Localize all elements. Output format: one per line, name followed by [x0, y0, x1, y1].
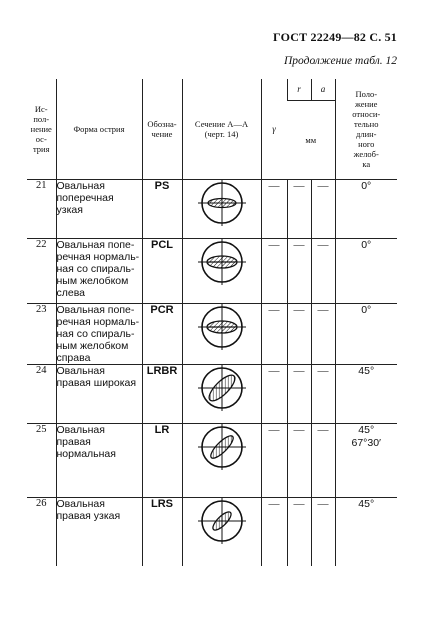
a-value: —	[311, 497, 335, 566]
section-oval-narrow-transverse	[194, 180, 250, 226]
r-value: —	[287, 179, 311, 238]
table-continuation-label: Продолжение табл. 12	[284, 55, 397, 67]
r-value: —	[287, 238, 311, 303]
position-value: 45°	[335, 497, 397, 566]
variant-number: 21	[36, 179, 47, 191]
tip-form: Овальная поперечная узкая	[56, 179, 142, 238]
variant-number: 22	[36, 238, 47, 250]
tip-forms-table	[27, 79, 397, 566]
tip-form: Овальная попе- речная нормаль- ная со спираль- ным желобком слева	[56, 238, 142, 303]
col-section: Сечение А—А (черт. 14)	[182, 79, 261, 179]
a-value: —	[311, 423, 335, 497]
section-oval-normal-transverse-groove-left	[194, 239, 250, 285]
variant-number: 24	[36, 364, 47, 376]
table-row	[27, 238, 397, 303]
section-oval-normal-right	[194, 424, 250, 470]
section-drawing	[182, 497, 261, 566]
table-row	[27, 179, 397, 238]
variant-number: 26	[36, 497, 47, 509]
section-oval-normal-transverse-groove-right	[194, 304, 250, 350]
a-value: —	[311, 238, 335, 303]
a-value: —	[311, 179, 335, 238]
section-oval-wide-right	[194, 365, 250, 411]
a-value: —	[311, 303, 335, 364]
col-position: Поло- жение относи- тельно длин- ного желоб- ка	[335, 79, 397, 179]
section-drawing	[182, 238, 261, 303]
r-value: —	[287, 423, 311, 497]
tip-form: Овальная правая узкая	[56, 497, 142, 566]
col-code: Обозна- чение	[142, 79, 182, 179]
r-value: —	[287, 364, 311, 423]
tip-form: Овальная правая широкая	[56, 364, 142, 423]
col-form: Форма острия	[56, 79, 142, 179]
tip-code: LRS	[142, 497, 182, 566]
variant-number: 23	[36, 303, 47, 315]
r-value: —	[287, 303, 311, 364]
position-value: 45°	[335, 364, 397, 423]
tip-code: PCL	[142, 238, 182, 303]
table-row	[27, 497, 397, 566]
col-unit: мм	[287, 100, 335, 179]
position-value: 0°	[335, 303, 397, 364]
gamma-value: —	[261, 497, 287, 566]
gamma-value: —	[261, 179, 287, 238]
section-drawing	[182, 423, 261, 497]
table-row	[27, 423, 397, 497]
tip-code: LR	[142, 423, 182, 497]
section-drawing	[182, 303, 261, 364]
gamma-value: —	[261, 364, 287, 423]
col-variant: Ис- пол- нение ос- трия	[30, 103, 52, 154]
position-value: 0°	[335, 179, 397, 238]
col-gamma: γ	[261, 79, 287, 179]
position-value: 45° 67°30′	[335, 423, 397, 497]
tip-code: LRBR	[142, 364, 182, 423]
gamma-value: —	[261, 238, 287, 303]
position-value: 0°	[335, 238, 397, 303]
a-value: —	[311, 364, 335, 423]
variant-number: 25	[36, 423, 47, 435]
table-row	[27, 364, 397, 423]
section-oval-narrow-right	[194, 498, 250, 544]
tip-form: Овальная правая нормальная	[56, 423, 142, 497]
section-drawing	[182, 364, 261, 423]
col-r: r	[287, 79, 311, 100]
section-drawing	[182, 179, 261, 238]
tip-code: PS	[142, 179, 182, 238]
col-a: a	[311, 79, 335, 100]
gamma-value: —	[261, 423, 287, 497]
tip-code: PCR	[142, 303, 182, 364]
page-header: ГОСТ 22249—82 С. 51	[273, 30, 397, 44]
table-row	[27, 303, 397, 364]
gamma-value: —	[261, 303, 287, 364]
tip-form: Овальная попе- речная нормаль- ная со спираль- ным желобком справа	[56, 303, 142, 364]
r-value: —	[287, 497, 311, 566]
